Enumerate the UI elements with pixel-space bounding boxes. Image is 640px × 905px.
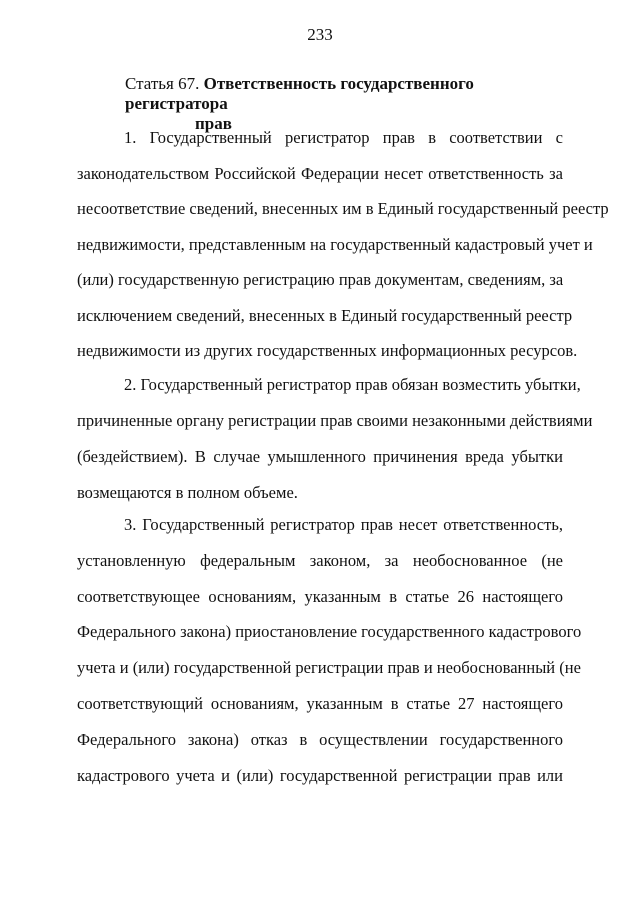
paragraph-line: исключением сведений, внесенных в Единый государственный реестр: [77, 305, 573, 325]
paragraph-line: причиненные органу регистрации прав своими незаконными действиями: [77, 411, 593, 430]
paragraph-3: [77, 515, 582, 801]
paragraph-line: 3. Государственный регистратор прав несет ответственность,: [124, 515, 563, 534]
paragraph-line: соответствующее основаниям, указанным в статье 26 настоящего: [77, 586, 563, 606]
paragraph-line: установленную федеральным законом, за необоснованное (не: [77, 550, 563, 570]
page-number: 233: [307, 25, 333, 44]
article-title-line-1: Ответственность государственного регистратора: [125, 74, 474, 113]
paragraph-line: недвижимости, представленным на государственный кадастровый учет и: [77, 234, 593, 254]
paragraph-line: 2. Государственный регистратор прав обязан возместить убытки,: [124, 375, 581, 394]
paragraph-line: кадастрового учета и (или) государственной регистрации прав или: [77, 765, 563, 785]
paragraph-line: Федерального закона) приостановление государственного кадастрового: [77, 622, 582, 642]
article-number: Статья 67.: [125, 74, 200, 93]
paragraph-line: недвижимости из других государственных информационных ресурсов.: [77, 341, 578, 360]
article-title-line-2: прав: [195, 114, 232, 133]
paragraph-line: законодательством Российской Федерации несет ответственность за: [77, 163, 563, 183]
paragraph-line: (или) государственную регистрацию прав документам, сведениям, за: [77, 270, 564, 289]
paragraph-line: соответствующий основаниям, указанным в статье 27 настоящего: [77, 693, 563, 713]
article-heading: [125, 74, 545, 134]
paragraph-line: (бездействием). В случае умышленного причинения вреда убытки: [77, 447, 563, 466]
paragraph-line: Федерального закона) отказ в осуществлении государственного: [77, 729, 563, 749]
paragraph-1: [77, 128, 609, 377]
paragraph-line: 1. Государственный регистратор прав в соответствии с: [124, 128, 563, 147]
paragraph-line: несоответствие сведений, внесенных им в Единый государственный реестр: [77, 199, 609, 218]
paragraph-2: [77, 375, 593, 519]
paragraph-line: возмещаются в полном объеме.: [77, 483, 298, 502]
paragraph-line: учета и (или) государственной регистрации прав и необоснованный (не: [77, 658, 581, 678]
